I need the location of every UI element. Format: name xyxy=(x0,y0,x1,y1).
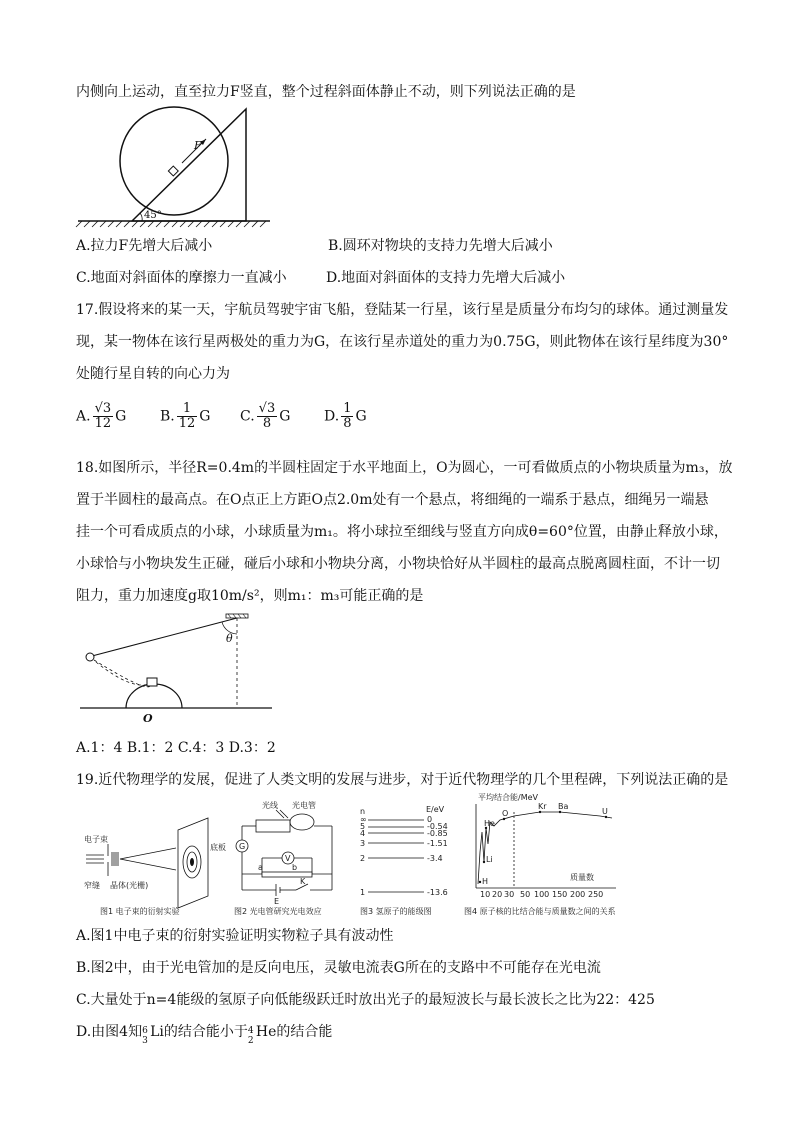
q18-line-4: 小球恰与小物块发生正碰，碰后小球和小物块分离，小物块恰好从半圆柱的最高点脱离圆柱面，不计一切 xyxy=(76,556,720,572)
o-label: O xyxy=(143,712,153,725)
fig3-e-5: -13.6 xyxy=(427,888,448,897)
fig3-n-1: 5 xyxy=(360,822,366,831)
fig4-nuclide-kr: Kr xyxy=(538,802,547,811)
q19-option-c: C.大量处于n=4能级的氢原子向低能级跃迁时放出光子的最短波长与最长波长之比为22：425 xyxy=(76,992,655,1008)
fig2-label-a: a xyxy=(258,863,263,872)
fig3-e-0: 0 xyxy=(427,815,433,824)
half-cylinder xyxy=(126,684,182,708)
fig1-caption: 图1 电子束的衍射实验 xyxy=(100,907,180,916)
fig4-tick-1: 20 xyxy=(492,890,503,899)
fig4-nuclide-ba: Ba xyxy=(558,802,569,811)
fig4-xlabel: 质量数 xyxy=(570,873,594,882)
q18-figure xyxy=(76,612,276,730)
force-label: F xyxy=(194,139,202,152)
fig1-label-slit: 窄缝 xyxy=(84,881,100,890)
block-on-top xyxy=(147,678,157,686)
fig4-caption: 图4 原子核的比结合能与质量数之间的关系 xyxy=(464,907,616,916)
q17-line-2: 现，某一物体在该行星两极处的重力为G，在该行星赤道处的重力为0.75G，则此物体在该行星纬度为30° xyxy=(76,334,729,350)
fig3-e-3: -1.51 xyxy=(427,839,448,848)
q17-option-c: C. $\frac{√3}{8}$ G xyxy=(240,401,291,431)
small-block xyxy=(168,166,178,176)
fig2-label-v: V xyxy=(285,854,291,863)
fig2-label-g: G xyxy=(239,842,246,851)
q18-line-2: 置于半圆柱的最高点。在O点正上方距O点2.0m处有一个悬点，将细绳的一端系于悬点，细绳另一端悬 xyxy=(76,492,709,508)
fig3-e-4: -3.4 xyxy=(427,854,443,863)
q19-option-b: B.图2中，由于光电管加的是反向电压，灵敏电流表G所在的支路中不可能存在光电流 xyxy=(76,960,601,976)
q17-line-1: 17.假设将来的某一天，宇航员驾驶宇宙飞船，登陆某一行星，该行星是质量分布均匀的球体。通过测量发 xyxy=(76,302,729,318)
fig4-tick-0: 10 xyxy=(480,890,491,899)
fig3-n-0: ∞ xyxy=(360,815,367,824)
fig3-n-header: n xyxy=(360,807,366,816)
fig3-e-2: -0.85 xyxy=(427,829,448,838)
fig2-label-tube: 光电管 xyxy=(292,801,316,810)
fig1-label-crystal: 晶体(光栅) xyxy=(110,881,149,890)
q18-options: A.1：4 B.1：2 C.4：3 D.3：2 xyxy=(76,740,276,756)
q17-line-3: 处随行星自转的向心力为 xyxy=(76,366,230,382)
q19-option-a: A.图1中电子束的衍射实验证明实物粒子具有波动性 xyxy=(76,928,394,944)
fig2-label-b: b xyxy=(292,863,298,872)
ball xyxy=(86,653,94,661)
fig1-label-screen: 底板 xyxy=(210,843,226,852)
q18-line-5: 阻力，重力加速度g取10m/s²，则m₁：m₃可能正确的是 xyxy=(76,588,424,604)
fig3-n-3: 3 xyxy=(360,839,366,848)
q18-line-1: 18.如图所示，半径R=0.4m的半圆柱固定于水平地面上，O为圆心，一可看做质点的小物块质量为m₃，放 xyxy=(76,460,733,476)
string xyxy=(92,618,237,656)
fig3-n-2: 4 xyxy=(360,829,366,838)
fig4-tick-5: 150 xyxy=(552,890,568,899)
fig3-e-header: E/eV xyxy=(426,805,445,814)
incline-triangle xyxy=(132,109,246,221)
fig4-ylabel: 平均结合能/MeV xyxy=(478,793,538,802)
angle-label: 45° xyxy=(144,210,162,221)
fig4-tick-7: 250 xyxy=(588,890,604,899)
fig4-tick-6: 200 xyxy=(570,890,586,899)
q19-stem: 19.近代物理学的发展，促进了人类文明的发展与进步，对于近代物理学的几个里程碑，下列说法正确的是 xyxy=(76,772,729,788)
q16-stem-tail: 内侧向上运动，直至拉力F竖直，整个过程斜面体静止不动，则下列说法正确的是 xyxy=(76,84,576,100)
fig3-caption: 图3 氢原子的能级图 xyxy=(360,907,432,916)
ring-circle xyxy=(120,107,228,215)
fig4-tick-3: 50 xyxy=(520,890,531,899)
q16-option-b: B.圆环对物块的支持力先增大后减小 xyxy=(328,238,553,254)
he-nuclide-notation: 4 2 xyxy=(247,1026,254,1046)
fig4-nuclide-he: He xyxy=(484,819,495,828)
fig4-nuclide-h: H xyxy=(482,877,489,886)
li-nuclide-notation: 6 3 xyxy=(142,1026,148,1046)
q16-option-d: D.地面对斜面体的支持力先增大后减小 xyxy=(326,270,566,286)
fig3-n-5: 1 xyxy=(360,888,366,897)
theta-label: θ xyxy=(226,632,233,645)
fig4-nuclide-o: O xyxy=(502,809,509,818)
fig2-label-light: 光线 xyxy=(262,801,278,810)
fig4-nuclide-u: U xyxy=(602,807,608,816)
fig4-tick-4: 100 xyxy=(534,890,550,899)
q19-option-d: D.由图4知 6 3 Li的结合能小于 4 2 He的结合能 xyxy=(76,1024,333,1046)
fig3-e-1: -0.54 xyxy=(427,822,448,831)
fig2-label-e: E xyxy=(274,897,280,906)
q16-option-c: C.地面对斜面体的摩擦力一直减小 xyxy=(76,270,287,286)
q17-option-d: D. $\frac{1}{8}$ G xyxy=(324,401,367,431)
q19-fig4 xyxy=(460,792,626,920)
q19-fig3 xyxy=(356,800,456,920)
q19-fig1 xyxy=(80,800,230,920)
fig3-n-4: 2 xyxy=(360,854,366,863)
q16-option-a: A.拉力F先增大后减小 xyxy=(76,238,213,254)
q18-line-3: 挂一个可看成质点的小球，小球质量为m₁。将小球拉至细线与竖直方向成θ=60°位置，由静止释放小球， xyxy=(76,524,728,540)
fig4-nuclide-li: Li xyxy=(486,855,493,864)
q16-figure xyxy=(70,103,280,228)
q17-option-a: A. $\frac{√3}{12}$ G xyxy=(76,401,127,431)
fig1-label-electron: 电子束 xyxy=(84,835,108,844)
fig4-tick-2: 30 xyxy=(504,890,515,899)
q19-fig2 xyxy=(232,800,352,920)
fig2-caption: 图2 光电管研究光电效应 xyxy=(234,907,322,916)
fig2-label-k: K xyxy=(300,877,306,886)
q17-option-b: B. $\frac{1}{12}$ G xyxy=(160,401,211,431)
